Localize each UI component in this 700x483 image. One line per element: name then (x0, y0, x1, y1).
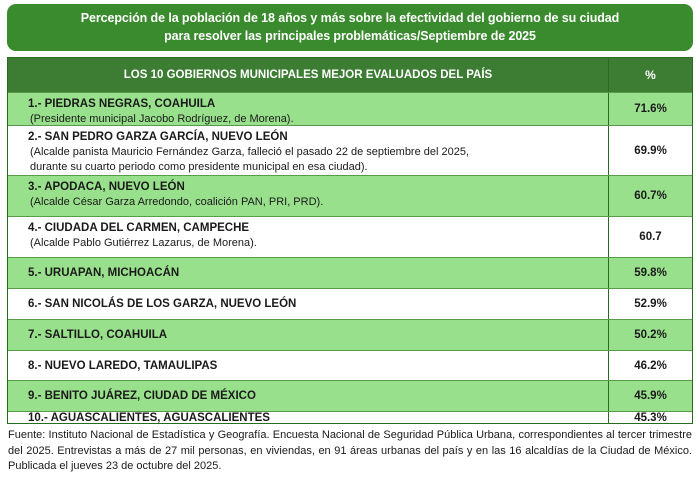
table-row (8, 319, 692, 350)
mayor-note: (Alcalde César Garza Arredondo, coalición PAN, PRI, PRD). (30, 196, 324, 208)
table-row (8, 411, 692, 423)
title-banner (7, 4, 693, 51)
mayor-note: (Alcalde Pablo Gutiérrez Lazarus, de Morena). (30, 237, 257, 249)
mayor-note: (Alcalde panista Mauricio Fernández Garza, falleció el pasado 22 de septiembre del 2025, (30, 146, 470, 158)
percent-value: 60.7% (608, 176, 692, 216)
percent-value: 45.3% (608, 412, 692, 423)
municipality-name: 1.- PIEDRAS NEGRAS, COAHUILA (28, 98, 216, 110)
percent-value: 71.6% (608, 93, 692, 125)
table-row (8, 125, 692, 175)
row-text (8, 412, 608, 423)
percent-value: 59.8% (608, 258, 692, 288)
row-text (8, 217, 608, 257)
table-row (8, 257, 692, 288)
title-line-1: Percepción de la población de 18 años y más sobre la efectividad del gobierno de su ciudad (80, 11, 620, 25)
municipality-name: 6.- SAN NICOLÁS DE LOS GARZA, NUEVO LEÓN (28, 298, 297, 310)
row-text (8, 258, 608, 288)
row-text (8, 320, 608, 350)
ranking-table (7, 57, 693, 424)
table-row (8, 216, 692, 257)
percent-value: 45.9% (608, 381, 692, 411)
percent-value: 60.7 (608, 217, 692, 257)
municipality-name: 3.- APODACA, NUEVO LEÓN (28, 181, 185, 193)
table-row (8, 350, 692, 380)
table-header (8, 58, 692, 92)
row-text (8, 93, 608, 125)
municipality-name: 7.- SALTILLO, COAHUILA (28, 329, 168, 341)
header-percent: % (608, 58, 692, 92)
row-text (8, 381, 608, 411)
percent-value: 46.2% (608, 351, 692, 380)
percent-value: 50.2% (608, 320, 692, 350)
municipality-name: 4.- CIUDADA DEL CARMEN, CAMPECHE (28, 222, 250, 234)
municipality-name: 5.- URUAPAN, MICHOACÁN (28, 267, 180, 279)
table-row (8, 288, 692, 319)
percent-value: 52.9% (608, 289, 692, 319)
row-text (8, 126, 608, 175)
table-row (8, 92, 692, 125)
row-text (8, 176, 608, 216)
row-text (8, 351, 608, 380)
header-municipalities: LOS 10 GOBIERNOS MUNICIPALES MEJOR EVALUADOS DEL PAÍS (123, 69, 493, 81)
table-row (8, 175, 692, 216)
title-line-2: para resolver las principales problemáticas/Septiembre de 2025 (164, 29, 536, 43)
table-row (8, 380, 692, 411)
mayor-note: durante su cuarto periodo como presidente municipal en esa ciudad). (30, 161, 368, 173)
municipality-name: 8.- NUEVO LAREDO, TAMAULIPAS (28, 359, 218, 372)
percent-value: 69.9% (608, 126, 692, 175)
municipality-name: 9.- BENITO JUÁREZ, CIUDAD DE MÉXICO (28, 390, 256, 402)
mayor-note: (Presidente municipal Jacobo Rodríguez, de Morena). (30, 113, 294, 125)
source-note: Fuente: Instituto Nacional de Estadística y Geografía. Encuesta Nacional de Seguridad Pública Urbana, correspondientes al tercer trimestre del 2025. Entrevistas a más de 27 mil personas, en viviendas, en 91 áreas urbanas del país y en las 16 alcaldías de la Ciudad de México. Publicada el jueves 23 de octubre del 2025. (8, 429, 692, 472)
municipality-name: 10.- AGUASCALIENTES, AGUASCALIENTES (28, 411, 270, 424)
row-text (8, 289, 608, 319)
municipality-name: 2.- SAN PEDRO GARZA GARCÍA, NUEVO LEÓN (28, 131, 288, 143)
